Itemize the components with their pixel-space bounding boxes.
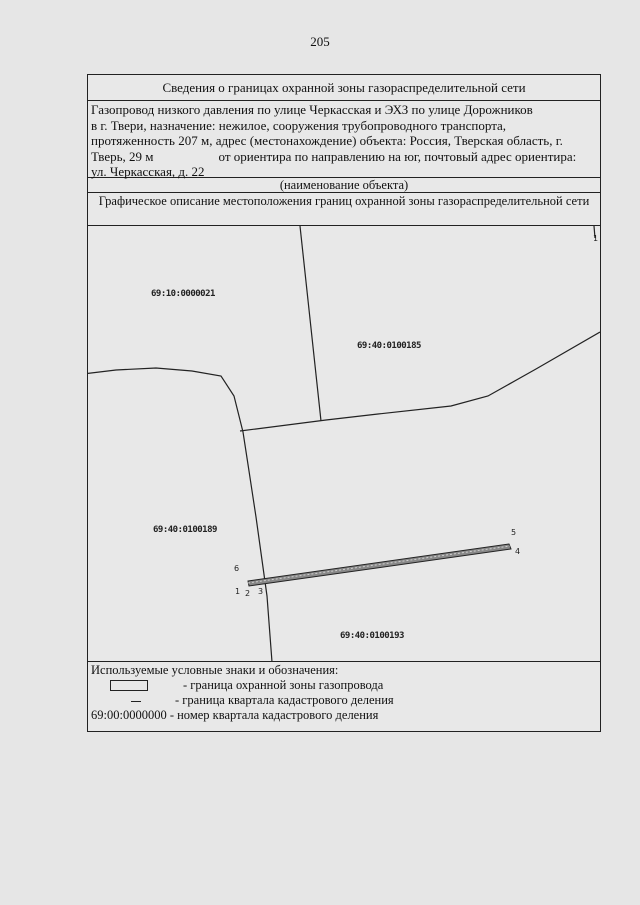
object-description	[88, 101, 600, 178]
point-label: 2	[245, 589, 251, 598]
graphic-title: Графическое описание местоположения границ охранной зоны газораспределительной сети	[88, 193, 600, 226]
quarter-boundary-line	[88, 368, 272, 662]
legend-item-text: - граница охранной зоны газопровода	[183, 678, 384, 692]
point-label: 4	[515, 547, 521, 556]
legend-code: 69:00:0000000	[91, 708, 167, 722]
point-label: 1	[235, 587, 241, 596]
object-description-line: ул. Черкасская, д. 22	[91, 164, 205, 179]
quarter-number-label: 69:40:0100185	[357, 341, 421, 351]
cadastral-map	[88, 226, 600, 662]
legend	[88, 662, 600, 733]
quarter-boundary-line	[300, 226, 321, 421]
boundary-info-table	[87, 74, 601, 732]
quarter-boundary-symbol	[131, 701, 141, 702]
legend-item-text: - граница квартала кадастрового деления	[175, 693, 394, 707]
point-label: 5	[511, 528, 517, 537]
cadastral-map-drawing	[88, 226, 600, 662]
legend-heading: Используемые условные знаки и обозначения:	[91, 663, 339, 677]
object-caption: (наименование объекта)	[88, 178, 600, 193]
legend-item	[91, 678, 597, 693]
legend-item	[91, 693, 597, 708]
point-label: 6	[234, 564, 240, 573]
legend-item	[91, 708, 597, 723]
protection-zone-boundary	[248, 544, 511, 586]
quarter-number-label: 69:40:0100193	[340, 631, 404, 641]
object-description-line: в г. Твери, назначение: нежилое, сооружения трубопроводного транспорта,	[91, 117, 507, 133]
legend-item-text: - номер квартала кадастрового деления	[169, 708, 379, 722]
point-label: 3	[258, 587, 264, 596]
object-description-line: Тверь, 29 м от ориентира по направлению на юг, почтовый адрес ориентира:	[91, 148, 577, 164]
object-description-line: Газопровод низкого давления по улице Черкасская и ЭХЗ по улице Дорожников	[91, 102, 533, 117]
protection-zone	[248, 544, 511, 586]
page-number: 205	[310, 34, 330, 49]
table-title: Сведения о границах охранной зоны газораспределительной сети	[88, 75, 600, 101]
quarter-number-label: 69:10:0000021	[151, 289, 215, 299]
point-label: 1	[593, 234, 599, 243]
object-description-line: протяженность 207 м, адрес (местонахождение) объекта: Россия, Тверская область, г.	[91, 133, 563, 148]
zone-boundary-symbol	[110, 680, 148, 691]
quarter-number-label: 69:40:0100189	[153, 525, 217, 535]
